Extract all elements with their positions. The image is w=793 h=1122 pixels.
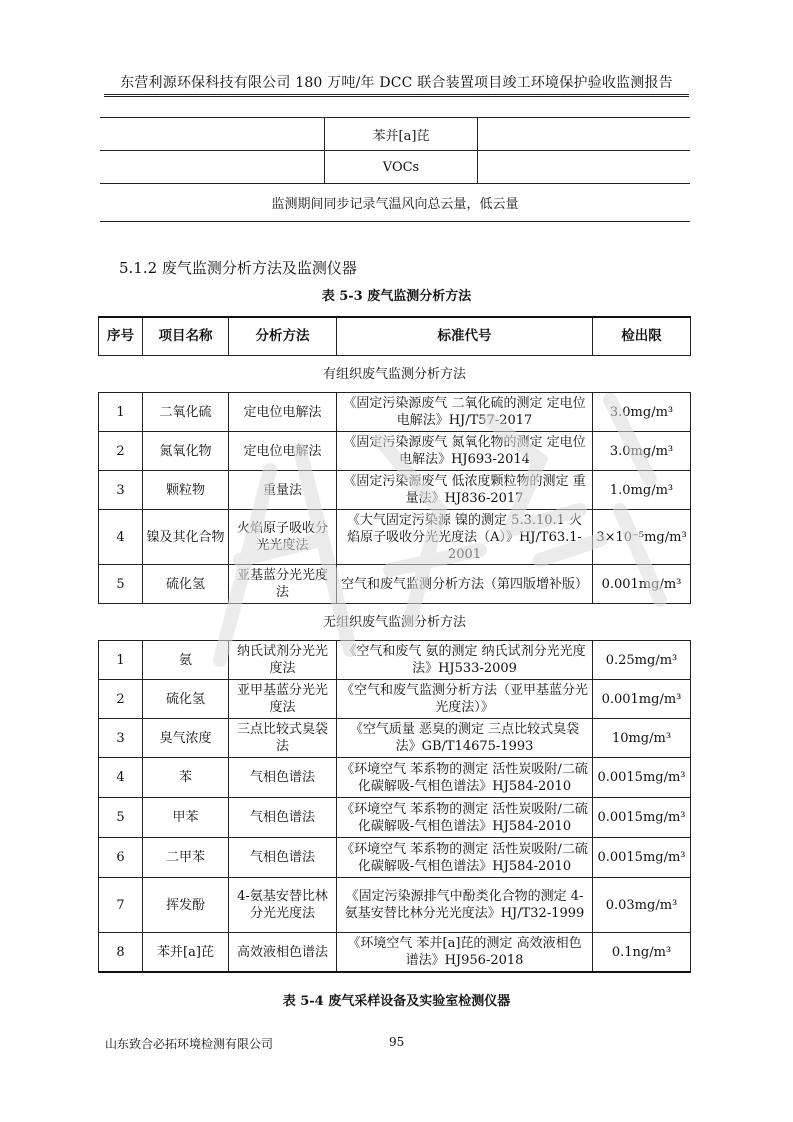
table-row	[99, 838, 691, 878]
detection-limit: 0.25mg/m³	[593, 641, 691, 680]
table-row	[99, 641, 691, 680]
standard-code: 《环境空气 苯并[a]芘的测定 高效液相色谱法》HJ956-2018	[337, 933, 593, 973]
analysis-method: 火焰原子吸收分光光度法	[229, 510, 337, 565]
row-number: 4	[99, 758, 143, 798]
standard-code: 《固定污染源废气 二氧化硫的测定 定电位电解法》HJ/T57-2017	[337, 393, 593, 432]
page-header: 东营利源环保科技有限公司 180 万吨/年 DCC 联合装置项目竣工环境保护验收监测报告	[120, 75, 673, 91]
analysis-method: 定电位电解法	[229, 432, 337, 471]
row-number: 3	[99, 471, 143, 510]
header-rule-thin	[104, 96, 689, 97]
row-number: 4	[99, 510, 143, 565]
detection-limit: 0.001mg/m³	[593, 680, 691, 719]
row-number: 1	[99, 393, 143, 432]
table-row	[99, 471, 691, 510]
table-caption-next: 表 5-4 废气采样设备及实验室检测仪器	[282, 994, 511, 1009]
group-title: 有组织废气监测分析方法	[99, 356, 691, 393]
item-name: 镍及其化合物	[143, 510, 229, 565]
item-name: 苯	[143, 758, 229, 798]
row-number: 6	[99, 838, 143, 878]
item-name: 硫化氢	[143, 565, 229, 604]
analysis-method: 气相色谱法	[229, 758, 337, 798]
table-row	[99, 933, 691, 973]
table-row	[99, 510, 691, 565]
analysis-method: 气相色谱法	[229, 798, 337, 838]
monitoring-note: 监测期间同步记录气温风向总云量，低云量	[100, 184, 690, 222]
item-name: 二氧化硫	[143, 393, 229, 432]
col-header-method: 分析方法	[229, 317, 337, 356]
analysis-methods-table	[98, 316, 691, 973]
standard-code: 《大气固定污染源 镍的测定 5.3.10.1 火焰原子吸收分光光度法（A）》HJ/T63.1-2001	[337, 510, 593, 565]
detection-limit: 0.1ng/m³	[593, 933, 691, 973]
row-number: 2	[99, 432, 143, 471]
standard-code: 《环境空气 苯系物的测定 活性炭吸附/二硫化碳解吸-气相色谱法》HJ584-2010	[337, 838, 593, 878]
row-number: 7	[99, 878, 143, 933]
table-row	[100, 184, 690, 222]
analysis-method: 4-氨基安替比林分光光度法	[229, 878, 337, 933]
analysis-method: 气相色谱法	[229, 838, 337, 878]
item-name: 臭气浓度	[143, 719, 229, 758]
analysis-method: 纳氏试剂分光光度法	[229, 641, 337, 680]
col-header-standard: 标准代号	[337, 317, 593, 356]
table-row	[99, 758, 691, 798]
item-name: 硫化氢	[143, 680, 229, 719]
standard-code: 《空气和废气 氨的测定 纳氏试剂分光光度法》HJ533-2009	[337, 641, 593, 680]
detection-limit: 0.03mg/m³	[593, 878, 691, 933]
table-header-row	[99, 317, 691, 356]
standard-code: 《固定污染源废气 低浓度颗粒物的测定 重量法》HJ836-2017	[337, 471, 593, 510]
col-header-limit: 检出限	[593, 317, 691, 356]
analysis-method: 高效液相色谱法	[229, 933, 337, 973]
table-row	[99, 798, 691, 838]
item-cell: 苯并[a]芘	[325, 118, 478, 151]
table-caption: 表 5-3 废气监测分析方法	[321, 289, 472, 304]
detection-limit: 10mg/m³	[593, 719, 691, 758]
col-header-no: 序号	[99, 317, 143, 356]
detection-limit: 1.0mg/m³	[593, 471, 691, 510]
analysis-method: 三点比较式臭袋法	[229, 719, 337, 758]
header-rule	[104, 94, 689, 95]
item-name: 挥发酚	[143, 878, 229, 933]
standard-code: 《空气质量 恶臭的测定 三点比较式臭袋法》GB/T14675-1993	[337, 719, 593, 758]
group-title: 无组织废气监测分析方法	[99, 604, 691, 641]
empty-cell	[478, 151, 691, 184]
group-row-fugitive	[99, 604, 691, 641]
row-number: 3	[99, 719, 143, 758]
row-number: 2	[99, 680, 143, 719]
detection-limit: 3×10⁻⁵mg/m³	[593, 510, 691, 565]
detection-limit: 3.0mg/m³	[593, 393, 691, 432]
table-row	[99, 719, 691, 758]
table-row	[100, 118, 690, 151]
table-row	[99, 878, 691, 933]
continued-table	[100, 117, 690, 222]
item-name: 二甲苯	[143, 838, 229, 878]
standard-code: 《固定污染源废气 氮氧化物的测定 定电位电解法》HJ693-2014	[337, 432, 593, 471]
item-name: 甲苯	[143, 798, 229, 838]
row-number: 1	[99, 641, 143, 680]
table-row	[100, 151, 690, 184]
table-row	[99, 393, 691, 432]
standard-code: 《固定污染源排气中酚类化合物的测定 4-氨基安替比林分光光度法》HJ/T32-1999	[337, 878, 593, 933]
empty-cell	[100, 151, 325, 184]
analysis-method: 亚基蓝分光光度法	[229, 565, 337, 604]
standard-code: 《环境空气 苯系物的测定 活性炭吸附/二硫化碳解吸-气相色谱法》HJ584-2010	[337, 758, 593, 798]
table-row	[99, 680, 691, 719]
empty-cell	[100, 118, 325, 151]
standard-code: 《环境空气 苯系物的测定 活性炭吸附/二硫化碳解吸-气相色谱法》HJ584-2010	[337, 798, 593, 838]
row-number: 5	[99, 798, 143, 838]
row-number: 5	[99, 565, 143, 604]
page-number: 95	[389, 1035, 405, 1049]
group-row-organized	[99, 356, 691, 393]
detection-limit: 0.0015mg/m³	[593, 798, 691, 838]
analysis-method: 亚甲基蓝分光光度法	[229, 680, 337, 719]
item-name: 氨	[143, 641, 229, 680]
item-name: 苯并[a]芘	[143, 933, 229, 973]
detection-limit: 3.0mg/m³	[593, 432, 691, 471]
standard-code: 空气和废气监测分析方法（第四版增补版）	[337, 565, 593, 604]
table-row	[99, 432, 691, 471]
detection-limit: 0.0015mg/m³	[593, 758, 691, 798]
detection-limit: 0.001mg/m³	[593, 565, 691, 604]
footer-company: 山东致合必拓环境检测有限公司	[105, 1037, 274, 1051]
table-row	[99, 565, 691, 604]
analysis-method: 定电位电解法	[229, 393, 337, 432]
detection-limit: 0.0015mg/m³	[593, 838, 691, 878]
empty-cell	[478, 118, 691, 151]
item-name: 颗粒物	[143, 471, 229, 510]
analysis-method: 重量法	[229, 471, 337, 510]
row-number: 8	[99, 933, 143, 973]
col-header-item: 项目名称	[143, 317, 229, 356]
section-title: 5.1.2 废气监测分析方法及监测仪器	[119, 259, 357, 277]
item-cell: VOCs	[325, 151, 478, 184]
standard-code: 《空气和废气监测分析方法（亚甲基蓝分光光度法）》	[337, 680, 593, 719]
item-name: 氮氧化物	[143, 432, 229, 471]
